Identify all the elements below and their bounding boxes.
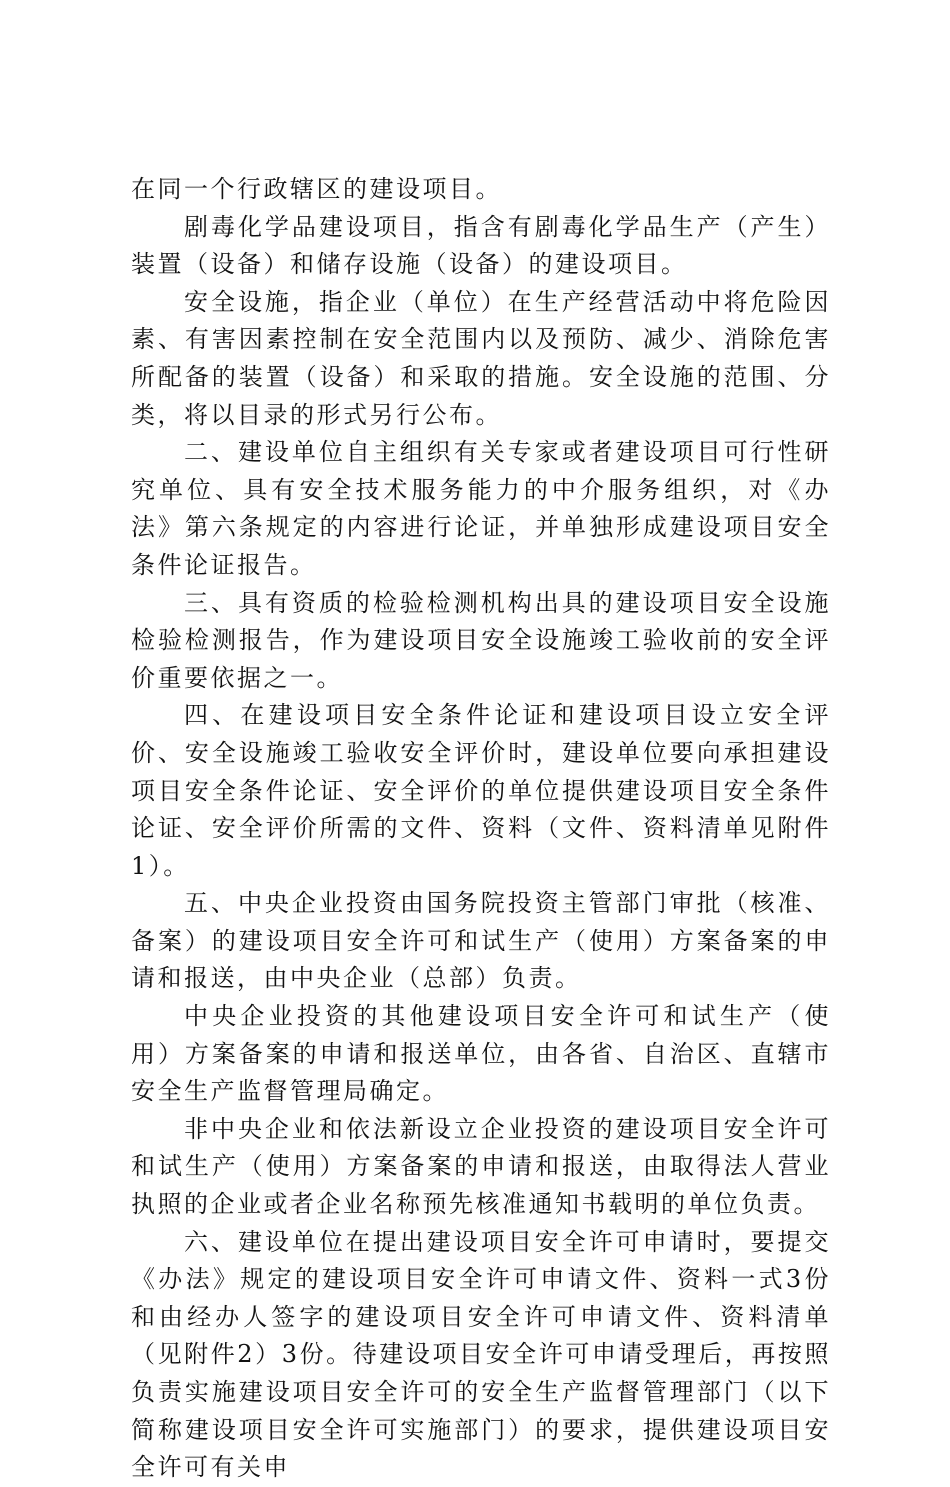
paragraph-toxic-chemical-definition: 剧毒化学品建设项目，指含有剧毒化学品生产（产生）装置（设备）和储存设施（设备）的建设项目。 bbox=[131, 212, 831, 279]
paragraph-item-six: 六、建设单位在提出建设项目安全许可申请时，要提交《办法》规定的建设项目安全许可申请文件、资料一式3份和由经办人签字的建设项目安全许可申请文件、资料清单（见附件2）3份。待建设项目安全许可申请受理后，再按照负责实施建设项目安全许可的安全生产监督管理部门（以下简称建设项目安全许可实施部门）的要求，提供建设项目安全许可有关申 bbox=[131, 1227, 831, 1482]
document-body bbox=[131, 171, 831, 1487]
paragraph-safety-facility-definition: 安全设施，指企业（单位）在生产经营活动中将危险因素、有害因素控制在安全范围内以及预防、减少、消除危害所配备的装置（设备）和采取的措施。安全设施的范围、分类，将以目录的形式另行公布。 bbox=[131, 287, 831, 429]
paragraph-item-four: 四、在建设项目安全条件论证和建设项目设立安全评价、安全设施竣工验收安全评价时，建设单位要向承担建设项目安全条件论证、安全评价的单位提供建设项目安全条件论证、安全评价所需的文件、资料（文件、资料清单见附件1）。 bbox=[131, 701, 831, 880]
paragraph-item-three: 三、具有资质的检验检测机构出具的建设项目安全设施检验检测报告，作为建设项目安全设施竣工验收前的安全评价重要依据之一。 bbox=[131, 588, 831, 692]
paragraph-item-five: 五、中央企业投资由国务院投资主管部门审批（核准、备案）的建设项目安全许可和试生产（使用）方案备案的申请和报送，由中央企业（总部）负责。 bbox=[131, 889, 831, 993]
paragraph-non-central-enterprise: 非中央企业和依法新设立企业投资的建设项目安全许可和试生产（使用）方案备案的申请和报送，由取得法人营业执照的企业或者企业名称预先核准通知书载明的单位负责。 bbox=[131, 1114, 831, 1219]
paragraph-item-two: 二、建设单位自主组织有关专家或者建设项目可行性研究单位、具有安全技术服务能力的中介服务组织，对《办法》第六条规定的内容进行论证，并单独形成建设项目安全条件论证报告。 bbox=[131, 438, 831, 579]
paragraph-continuation: 在同一个行政辖区的建设项目。 bbox=[131, 175, 502, 203]
paragraph-central-enterprise-other: 中央企业投资的其他建设项目安全许可和试生产（使用）方案备案的申请和报送单位，由各省、自治区、直辖市安全生产监督管理局确定。 bbox=[131, 1002, 831, 1106]
